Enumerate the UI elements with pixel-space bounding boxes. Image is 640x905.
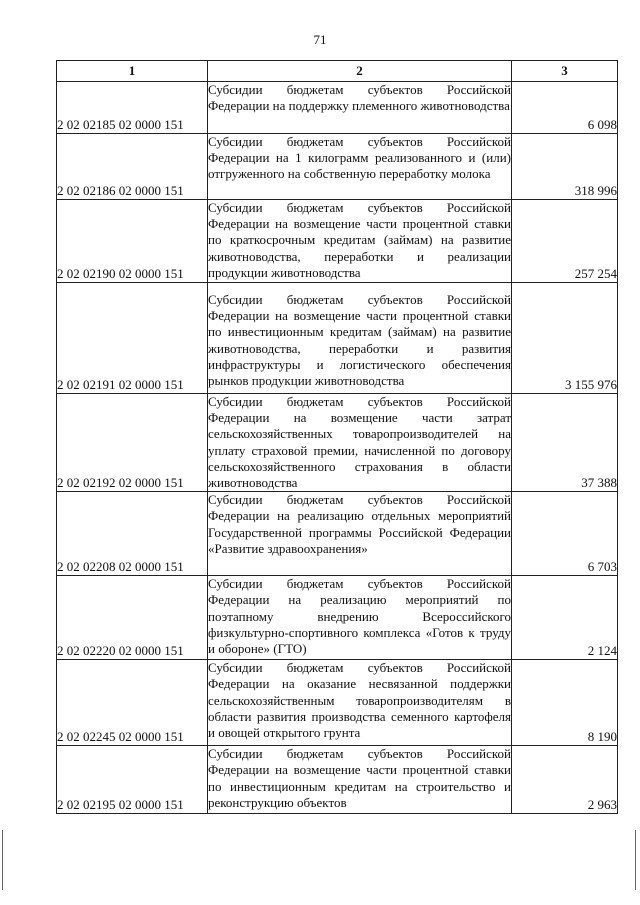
table-row <box>57 746 618 814</box>
column-header-amount: 3 <box>512 61 618 82</box>
budget-code-cell: 2 02 02190 02 0000 151 <box>57 200 208 283</box>
description-cell: Субсидии бюджетам субъектов Российской Федерации на возмещение части процентной ставки по инвестиционным кредитам (займам) на развитие животноводства, переработки и развития инфраструктуры и логистического обеспечения рынков продукции животноводства <box>208 283 512 394</box>
table-row <box>57 283 618 394</box>
subsidies-table <box>56 60 618 814</box>
budget-code-cell: 2 02 02195 02 0000 151 <box>57 746 208 814</box>
column-header-description: 2 <box>208 61 512 82</box>
description-cell: Субсидии бюджетам субъектов Российской Федерации на поддержку племенного животноводства <box>208 82 512 134</box>
amount-cell: 3 155 976 <box>512 283 618 394</box>
budget-code-cell: 2 02 02191 02 0000 151 <box>57 283 208 394</box>
column-header-code: 1 <box>57 61 208 82</box>
amount-cell: 8 190 <box>512 660 618 746</box>
scan-margin-line-right <box>635 830 636 890</box>
amount-cell: 6 703 <box>512 492 618 576</box>
description-cell: Субсидии бюджетам субъектов Российской Федерации на 1 килограмм реализованного и (или) отгруженного на собственную переработку молока <box>208 134 512 200</box>
amount-cell: 2 124 <box>512 576 618 660</box>
page-number: 71 <box>313 32 327 47</box>
table-row <box>57 394 618 492</box>
amount-cell: 257 254 <box>512 200 618 283</box>
table-row <box>57 200 618 283</box>
amount-cell: 6 098 <box>512 82 618 134</box>
budget-code-cell: 2 02 02245 02 0000 151 <box>57 660 208 746</box>
description-cell: Субсидии бюджетам субъектов Российской Федерации на реализацию отдельных мероприятий Государственной программы Российской Федерации «Развитие здравоохранения» <box>208 492 512 576</box>
scan-margin-line-left <box>2 830 3 890</box>
description-cell: Субсидии бюджетам субъектов Российской Федерации на оказание несвязанной поддержки сельскохозяйственным товаропроизводителям в области развития производства семенного картофеля и овощей открытого грунта <box>208 660 512 746</box>
description-cell: Субсидии бюджетам субъектов Российской Федерации на возмещение части затрат сельскохозяйственных товаропроизводителей на уплату страховой премии, начисленной по договору сельскохозяйственного страхования в области животноводства <box>208 394 511 491</box>
amount-cell: 318 996 <box>512 134 618 200</box>
budget-code-cell: 2 02 02185 02 0000 151 <box>57 82 208 134</box>
budget-code-cell: 2 02 02220 02 0000 151 <box>57 576 208 660</box>
description-cell: Субсидии бюджетам субъектов Российской Федерации на реализацию мероприятий по поэтапному внедрению Всероссийского физкультурно-спортивного комплекса «Готов к труду и обороне» (ГТО) <box>208 576 512 660</box>
table-row <box>57 82 618 134</box>
description-cell: Субсидии бюджетам субъектов Российской Федерации на возмещение части процентной ставки по краткосрочным кредитам (займам) на развитие животноводства, переработки и реализации продукции животноводства <box>208 200 512 283</box>
table-row <box>57 660 618 746</box>
amount-cell: 37 388 <box>512 394 618 492</box>
table-row <box>57 134 618 200</box>
table-row <box>57 492 618 576</box>
budget-code-cell: 2 02 02186 02 0000 151 <box>57 134 208 200</box>
table-row <box>57 576 618 660</box>
description-cell: Субсидии бюджетам субъектов Российской Федерации на возмещение части процентной ставки по инвестиционным кредитам на строительство и реконструкцию объектов <box>208 746 512 814</box>
budget-code-cell: 2 02 02208 02 0000 151 <box>57 492 208 576</box>
table-header-row <box>57 61 618 82</box>
amount-cell: 2 963 <box>512 746 618 814</box>
budget-code-cell: 2 02 02192 02 0000 151 <box>57 394 208 492</box>
